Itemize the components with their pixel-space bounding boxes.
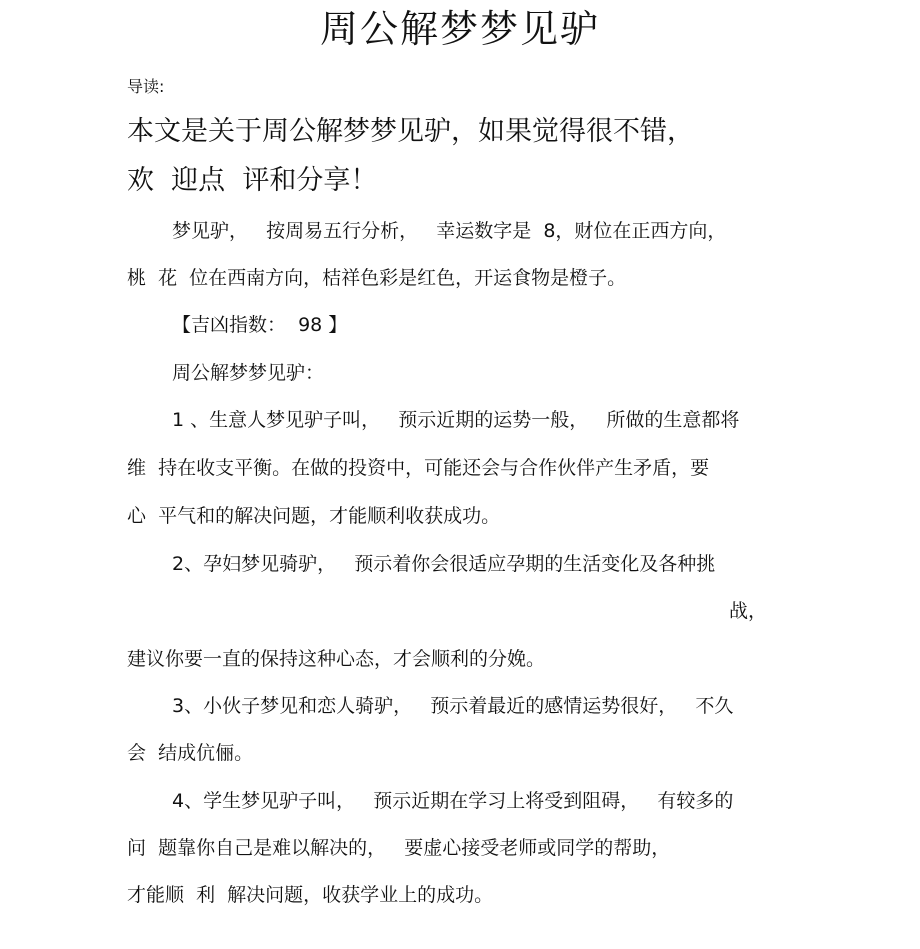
- paragraph-line: 问 题靠你自己是难以解决的， 要虚心接受老师或同学的帮助，: [127, 837, 671, 859]
- paragraph-line: 心 平气和的解决问题，才能顺利收获成功。: [127, 505, 501, 527]
- paragraph-line: 1 、生意人梦见驴子叫， 预示近期的运势一般， 所做的生意都将: [172, 409, 740, 431]
- paragraph-line: 3、小伙子梦见和恋人骑驴， 预示着最近的感情运势很好， 不久: [172, 695, 734, 717]
- document-title: 周公解梦梦见驴: [319, 7, 600, 51]
- section-heading: 周公解梦梦见驴：: [172, 362, 325, 384]
- paragraph-line: 战，: [728, 600, 767, 622]
- paragraph-line: 桃 花 位在西南方向，桔祥色彩是红色，开运食物是橙子。: [127, 267, 627, 289]
- paragraph-line: 才能顺 利 解决问题，收获学业上的成功。: [127, 884, 494, 906]
- summary-line: 本文是关于周公解梦梦见驴，如果觉得很不错，: [127, 116, 694, 147]
- intro-label: 导读:: [127, 77, 165, 96]
- paragraph-line: 会 结成伉俪。: [127, 742, 254, 764]
- paragraph-line: 维 持在收支平衡。在做的投资中，可能还会与合作伙伴产生矛盾，要: [127, 457, 710, 479]
- fortune-index: 【吉凶指数： 98 】: [172, 314, 348, 336]
- paragraph-line: 建议你要一直的保持这种心态，才会顺利的分娩。: [127, 648, 546, 670]
- summary-line: 欢 迎点 评和分享！: [127, 165, 378, 196]
- paragraph-line: 4、学生梦见驴子叫， 预示近期在学习上将受到阻碍， 有较多的: [172, 790, 734, 812]
- paragraph-line: 2、孕妇梦见骑驴， 预示着你会很适应孕期的生活变化及各种挑: [172, 553, 716, 575]
- paragraph-line: 梦见驴， 按周易五行分析， 幸运数字是 8，财位在正西方向，: [172, 220, 727, 242]
